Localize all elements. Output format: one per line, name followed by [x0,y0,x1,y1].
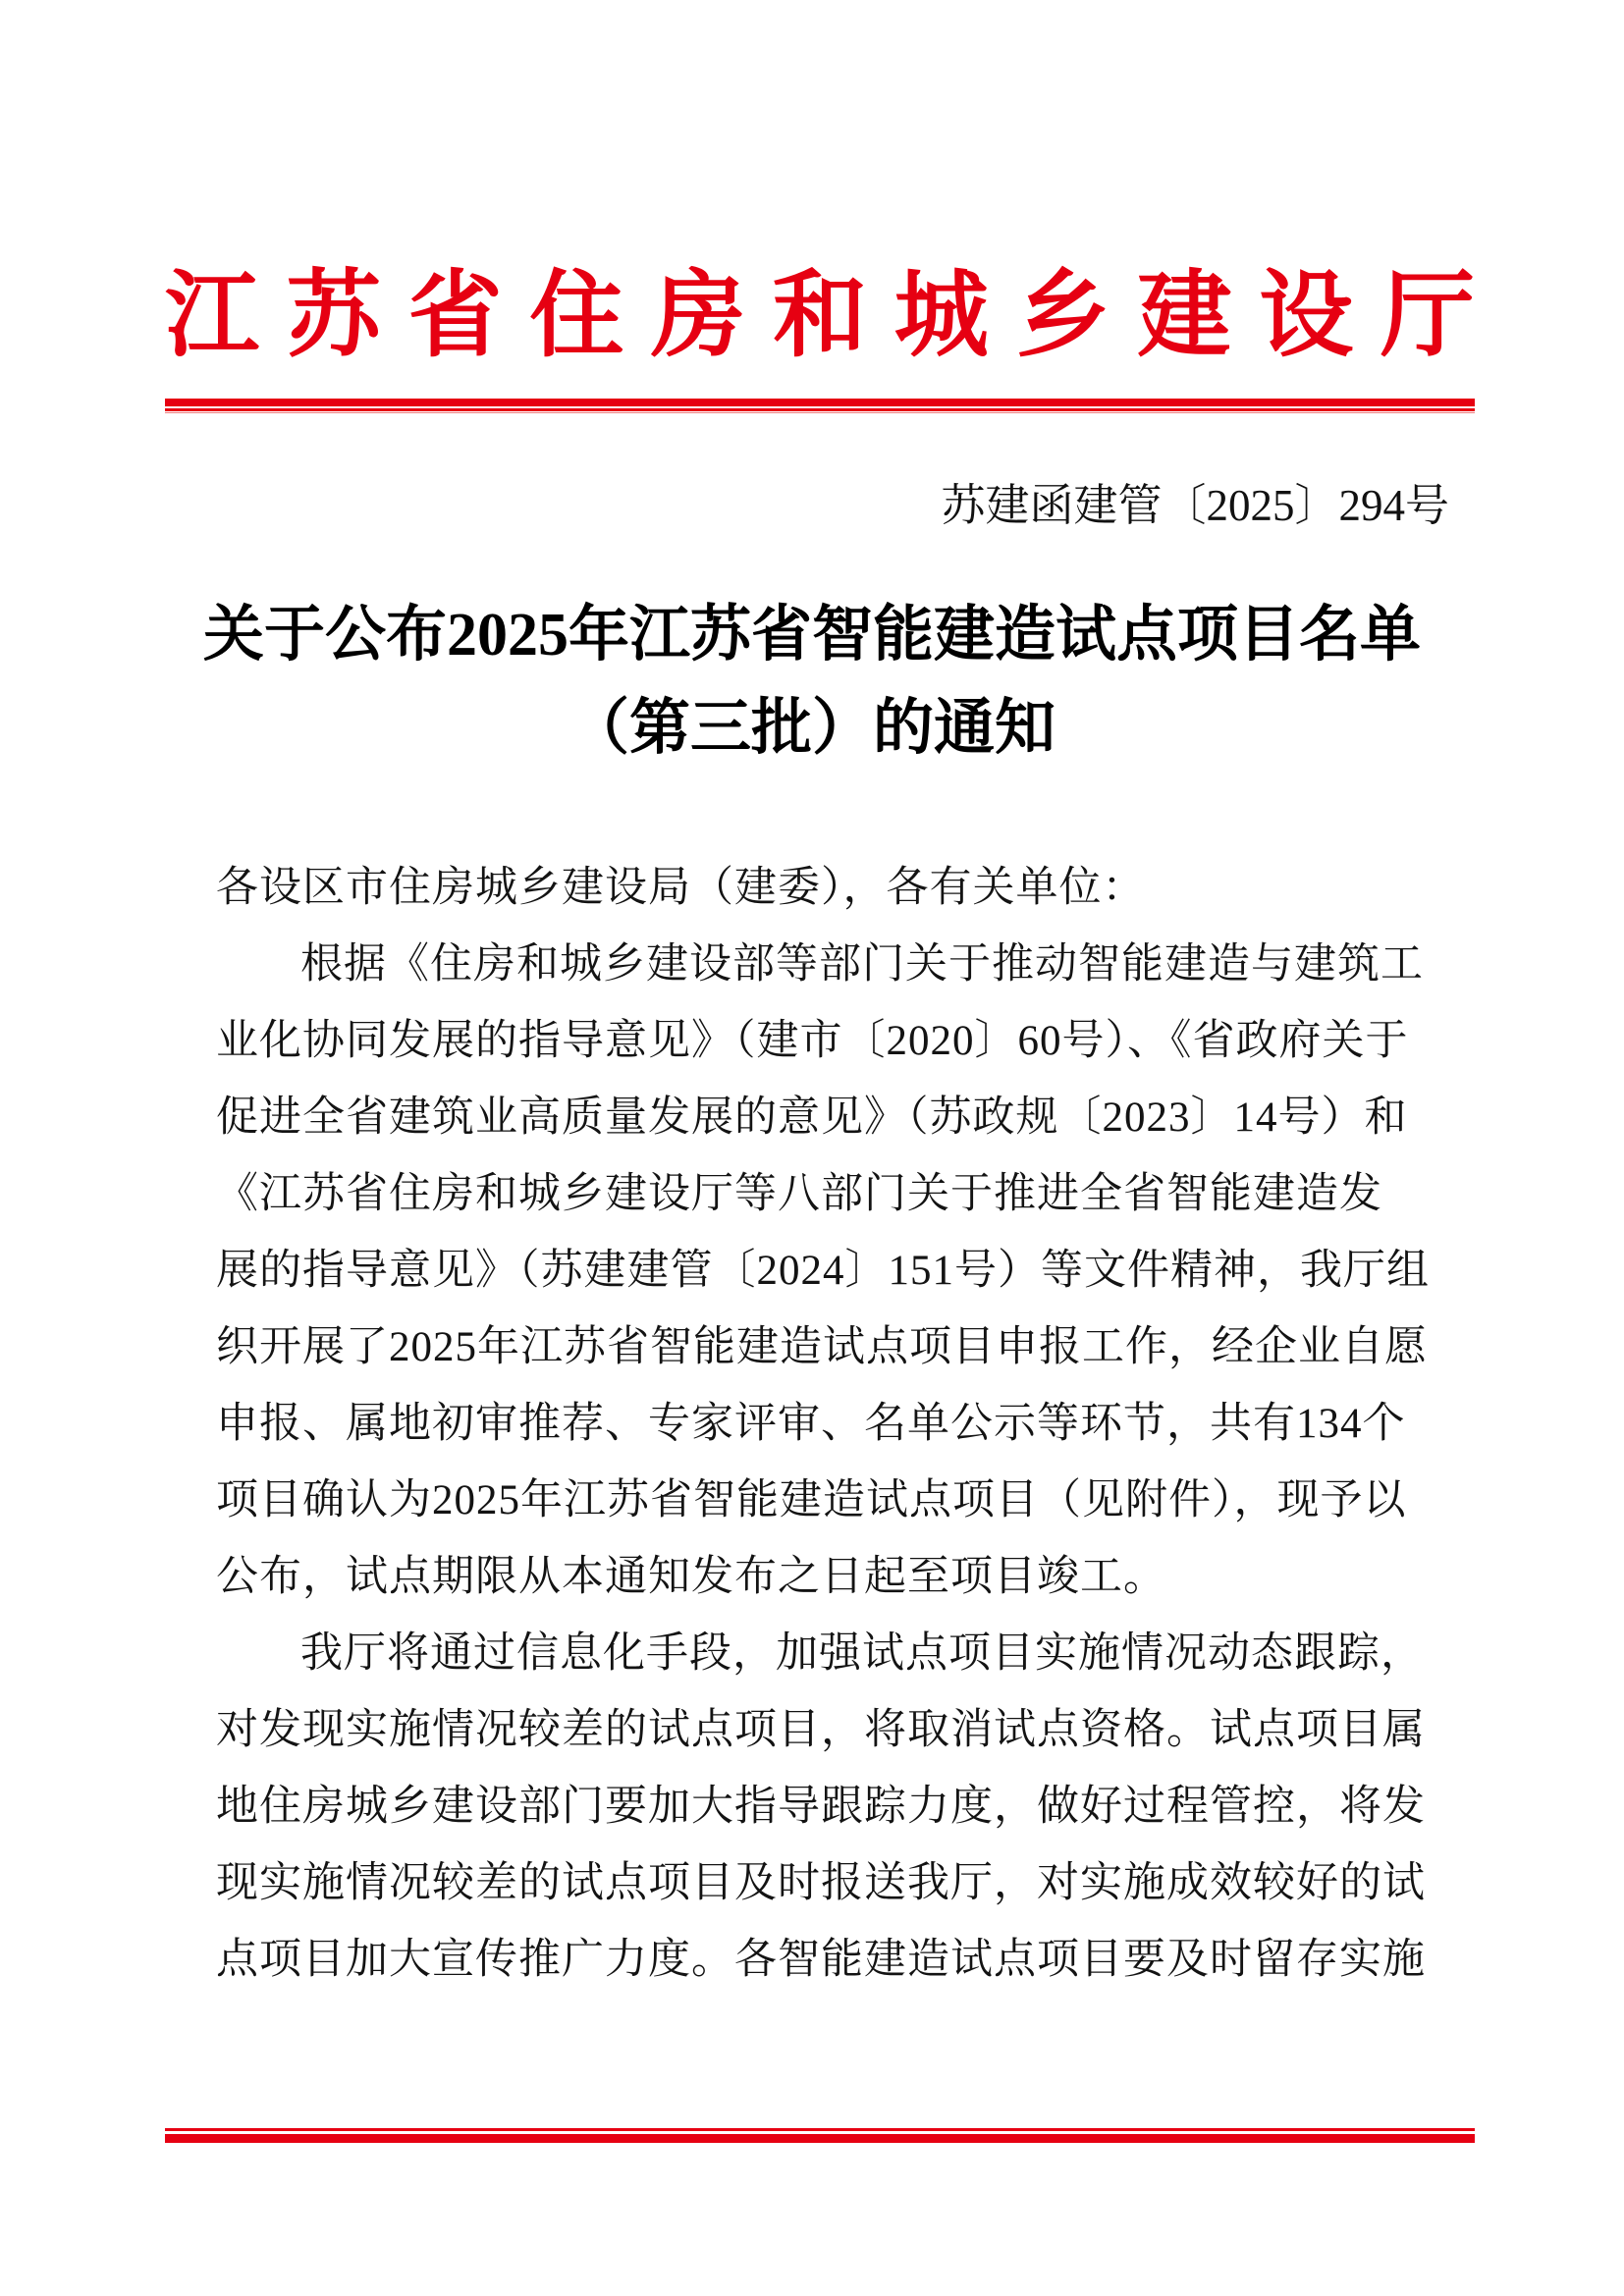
body-line-salutation: 各设区市住房城乡建设局（建委），各有关单位： [216,865,1146,911]
body-line: 地住房城乡建设部门要加大指导跟踪力度，做好过程管控，将发 [216,1784,1426,1830]
red-divider-top [165,399,1475,413]
body-line: 现实施情况较差的试点项目及时报送我厅，对实施成效较好的试 [216,1860,1426,1906]
notice-title-line-1: 关于公布2025年江苏省智能建造试点项目名单 [202,602,1421,668]
body-line: 项目确认为2025年江苏省智能建造试点项目（见附件），现予以 [216,1477,1407,1523]
body-line: 展的指导意见》（苏建建管〔2024〕151号）等文件精神，我厅组 [216,1248,1430,1294]
body-line: 织开展了2025年江苏省智能建造试点项目申报工作，经企业自愿 [216,1324,1428,1370]
notice-body [216,850,1447,1999]
body-line: 对发现实施情况较差的试点项目，将取消试点资格。试点项目属 [216,1707,1426,1753]
agency-masthead: 江苏省住房和城乡建设厅 [165,263,1475,368]
body-line: 我厅将通过信息化手段，加强试点项目实施情况动态跟踪， [300,1630,1424,1677]
notice-title-line-2: （第三批）的通知 [568,695,1056,762]
divider-thick-stripe [165,2134,1475,2143]
document-number: 苏建函建管〔2025〕294号 [941,481,1449,530]
notice-title [0,589,1624,775]
body-line: 《江苏省住房和城乡建设厅等八部门关于推进全省智能建造发 [216,1171,1382,1217]
body-line: 根据《住房和城乡建设部等部门关于推动智能建造与建筑工 [300,941,1424,988]
body-line: 公布，试点期限从本通知发布之日起至项目竣工。 [216,1554,1166,1600]
body-line: 点项目加大宣传推广力度。各智能建造试点项目要及时留存实施 [216,1937,1426,1983]
red-divider-bottom [165,2128,1475,2143]
body-line: 业化协同发展的指导意见》（建市〔2020〕60号）、《省政府关于 [216,1018,1409,1064]
divider-thin-stripe [165,412,1475,413]
body-line: 促进全省建筑业高质量发展的意见》（苏政规〔2023〕14号）和 [216,1095,1408,1141]
divider-thick-stripe [165,399,1475,406]
body-line: 申报、属地初审推荐、专家评审、名单公示等环节，共有134个 [216,1401,1406,1447]
